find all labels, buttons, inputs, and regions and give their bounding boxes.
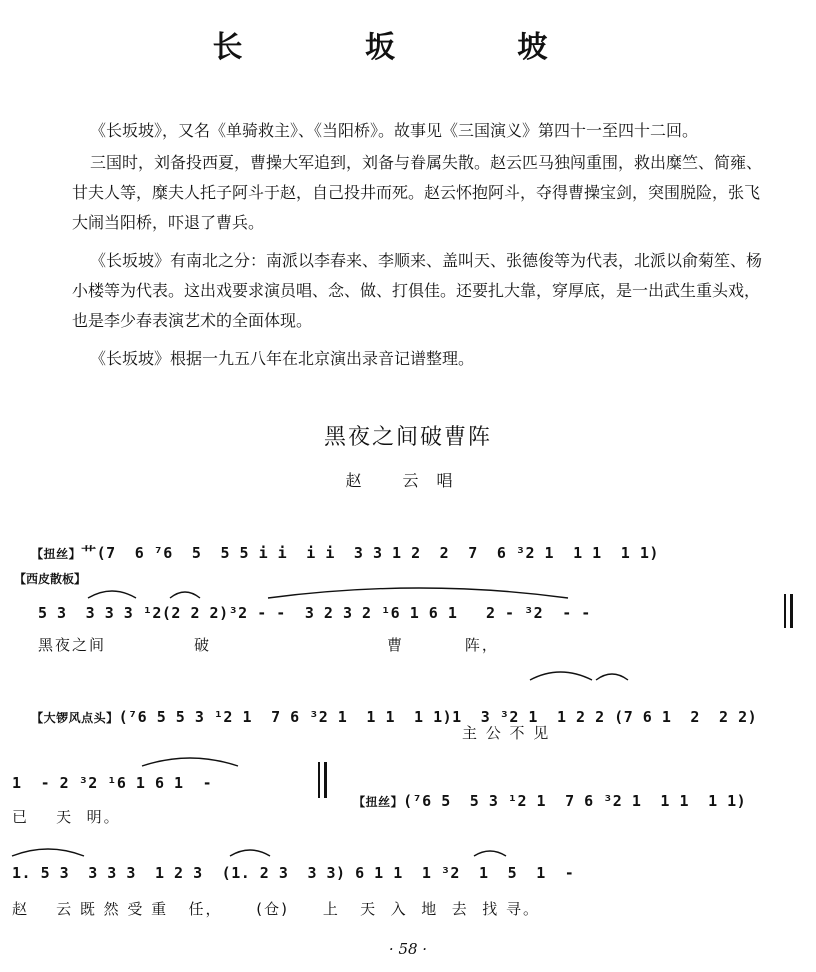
notation: 艹(7 6 ⁷6 5 5 5 i i i i 3 3 1 2 2 7 6 ³2 1 1 1 1 1) xyxy=(81,544,659,562)
score-line-4a: 1 - 2 ³2 ¹6 1 6 1 - xyxy=(12,774,213,792)
tempo-tag: 【扭丝】 xyxy=(353,795,404,809)
notation: (⁷6 5 5 3 ¹2 1 7 6 ³2 1 1 1 1 1)1 3 ³2 1 1 2 2 (7 6 1 2 2 2) xyxy=(118,708,758,726)
page-number: · 58 · xyxy=(388,940,428,958)
lyrics-line-4: 已 天 明。 xyxy=(12,808,121,826)
score-line-5: 1. 5 3 3 3 3 1 2 3 (1. 2 3 3 3) 6 1 1 1 ³2 1 5 1 - xyxy=(12,864,575,882)
lyrics-line-2: 黑夜之间 破 曹 阵， xyxy=(38,636,499,654)
score-line-4b xyxy=(334,774,804,810)
notation: (⁷6 5 5 3 ¹2 1 7 6 ³2 1 1 1 1 1) xyxy=(403,792,747,810)
barline xyxy=(318,762,320,798)
intro-paragraph-1: 《长坂坡》，又名《单骑救主》、《当阳桥》。故事见《三国演义》第四十一至四十二回。 xyxy=(90,121,699,140)
final-barline xyxy=(790,594,793,628)
lyrics-line-5: 赵 云 既 然 受 重 任， (仓) 上 天 入 地 去 找 寻。 xyxy=(12,900,541,918)
percussion-tag: 【大锣风点头】 xyxy=(31,711,119,725)
song-title: 黑夜之间破曹阵 xyxy=(323,425,492,450)
banqiang-label: 【西皮散板】 xyxy=(14,572,87,586)
final-barline xyxy=(324,762,327,798)
score-line-3 xyxy=(12,690,804,726)
score-line-2: 5 3 3 3 3 ¹2(2 2 2)³2 - - 3 2 3 2 ¹6 1 6 1 2 - ³2 - - xyxy=(38,604,591,622)
barline xyxy=(784,594,786,628)
tempo-tag: 【扭丝】 xyxy=(31,547,82,561)
lyrics-line-3: 主 公 不 见 xyxy=(462,724,551,742)
singer-credit: 赵 云唱 xyxy=(345,471,471,490)
score-line-1 xyxy=(12,524,804,563)
page-title: 长 坂 坡 xyxy=(212,30,604,65)
intro-paragraph-2: 三国时，刘备投西夏，曹操大军追到，刘备与眷属失散。赵云匹马独闯重围，救出糜竺、简雍、甘夫人等，糜夫人托子阿斗于赵，自己投井而死。赵云怀抱阿斗，夺得曹操宝剑，突围脱险，张飞大闹当阳桥，吓退了曹兵。 xyxy=(72,153,763,232)
intro-paragraph-4: 《长坂坡》根据一九五八年在北京演出录音记谱整理。 xyxy=(90,349,475,368)
intro-paragraph-3: 《长坂坡》有南北之分：南派以李春来、李顺来、盖叫天、张德俊等为代表，北派以俞菊笙、杨小楼等为代表。这出戏要求演员唱、念、做、打俱佳。还要扎大靠，穿厚底，是一出武生重头戏，也是李少春表演艺术的全面体现。 xyxy=(72,251,763,330)
